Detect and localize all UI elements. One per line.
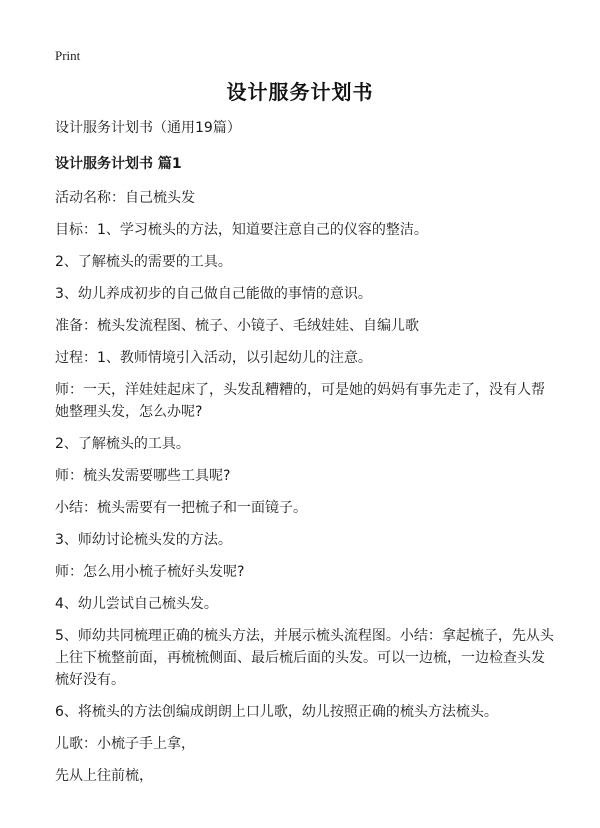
section-heading: 设计服务计划书 篇1 <box>55 156 182 172</box>
document-paragraph: 6、将梳头的方法创编成朗朗上口儿歌，幼儿按照正确的梳头方法梳头。 <box>55 704 498 720</box>
document-paragraph: 3、师幼讨论梳头发的方法。 <box>55 532 232 548</box>
document-paragraph: 小结：梳头需要有一把梳子和一面镜子。 <box>55 500 307 516</box>
document-title: 设计服务计划书 <box>226 80 374 104</box>
document-paragraph: 过程：1、教师情境引入活动，以引起幼儿的注意。 <box>55 350 372 366</box>
document-paragraph: 设计服务计划书（通用19篇） <box>55 120 241 136</box>
document-body <box>55 117 555 787</box>
document-paragraph: 目标：1、学习梳头的方法，知道要注意自己的仪容的整洁。 <box>55 222 428 238</box>
document-paragraph: 2、了解梳头的工具。 <box>55 436 190 452</box>
document-paragraph: 2、了解梳头的需要的工具。 <box>55 254 232 270</box>
document-paragraph: 准备：梳头发流程图、梳子、小镜子、毛绒娃娃、自编儿歌 <box>55 318 419 334</box>
print-label: Print <box>55 48 81 63</box>
document-paragraph: 活动名称：自己梳头发 <box>55 190 195 206</box>
document-paragraph: 师：一天，洋娃娃起床了，头发乱糟糟的，可是她的妈妈有事先走了，没有人帮她整理头发，怎么办呢? <box>55 382 545 420</box>
document-paragraph: 4、幼儿尝试自己梳头发。 <box>55 596 218 612</box>
document-paragraph: 先从上往前梳， <box>55 768 153 784</box>
document-paragraph: 儿歌：小梳子手上拿， <box>55 736 195 752</box>
document-paragraph: 3、幼儿养成初步的自己做自己能做的事情的意识。 <box>55 286 372 302</box>
document-paragraph: 师：怎么用小梳子梳好头发呢? <box>55 564 245 580</box>
document-paragraph: 师：梳头发需要哪些工具呢? <box>55 468 231 484</box>
document-paragraph: 5、师幼共同梳理正确的梳头方法，并展示梳头流程图。小结：拿起梳子，先从头上往下梳整前面，再梳梳侧面、最后梳后面的头发。可以一边梳，一边检查头发梳好没有。 <box>55 628 554 688</box>
